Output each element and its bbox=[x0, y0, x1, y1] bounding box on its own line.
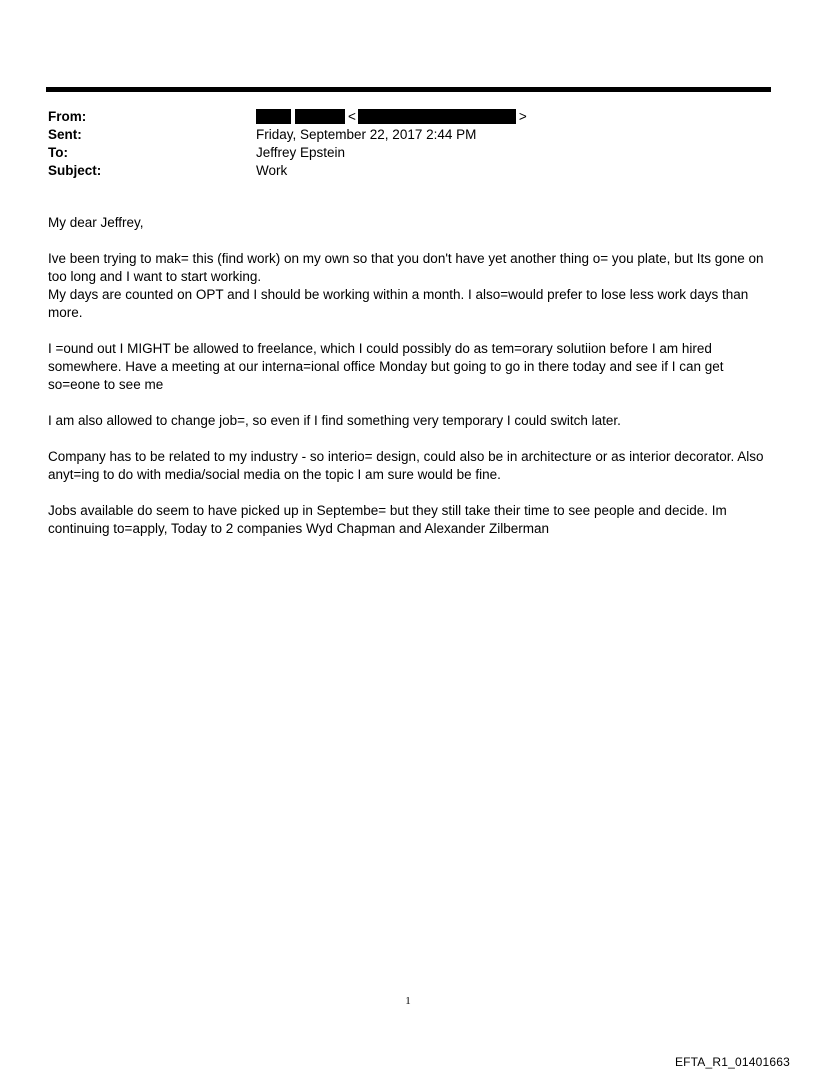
sent-label: Sent: bbox=[48, 127, 82, 142]
subject-row bbox=[48, 162, 768, 180]
sent-row bbox=[48, 126, 768, 144]
from-value bbox=[256, 108, 768, 126]
body-paragraph: Ive been trying to mak= this (find work) on my own so that you don't have yet another thing o= you plate, but Its gone on too long and I want to start working. bbox=[48, 251, 764, 284]
redaction-block bbox=[256, 109, 291, 124]
body-paragraph: Company has to be related to my industry - so interio= design, could also be in architecture or as interior decorator. Also anyt=ing to do with media/social media on the topic I am sure would be fine. bbox=[48, 449, 764, 482]
greeting: My dear Jeffrey, bbox=[48, 215, 144, 230]
redaction-block bbox=[358, 109, 516, 124]
from-close-bracket: > bbox=[518, 109, 527, 124]
from-open-bracket: < bbox=[348, 109, 356, 124]
sent-value: Friday, September 22, 2017 2:44 PM bbox=[256, 127, 477, 142]
body-paragraph: Jobs available do seem to have picked up in Septembe= but they still take their time to see people and decide. Im continuing to=apply, Today to 2 companies Wyd Chapman and Alexander Zilberman bbox=[48, 503, 727, 536]
from-row bbox=[48, 108, 768, 126]
body-paragraph: I am also allowed to change job=, so even if I find something very temporary I could switch later. bbox=[48, 413, 621, 428]
header-divider bbox=[46, 87, 771, 92]
body-paragraph: My days are counted on OPT and I should be working within a month. I also=would prefer to lose less work days than more. bbox=[48, 287, 749, 320]
to-value: Jeffrey Epstein bbox=[256, 145, 346, 160]
document-id: EFTA_R1_01401663 bbox=[674, 1055, 790, 1069]
body-paragraph: I =ound out I MIGHT be allowed to freelance, which I could possibly do as tem=orary solutiion before I am hired somewhere. Have a meeting at our interna=ional office Monday but going to go in there today and see if I can get so=eone to see me bbox=[48, 341, 724, 392]
subject-label: Subject: bbox=[48, 163, 102, 178]
email-body bbox=[48, 214, 770, 556]
email-header bbox=[48, 108, 768, 180]
subject-value: Work bbox=[256, 163, 288, 178]
to-label: To: bbox=[48, 145, 68, 160]
from-label: From: bbox=[48, 109, 87, 124]
to-row bbox=[48, 144, 768, 162]
page-number: 1 bbox=[405, 995, 411, 1007]
redaction-block bbox=[295, 109, 345, 124]
